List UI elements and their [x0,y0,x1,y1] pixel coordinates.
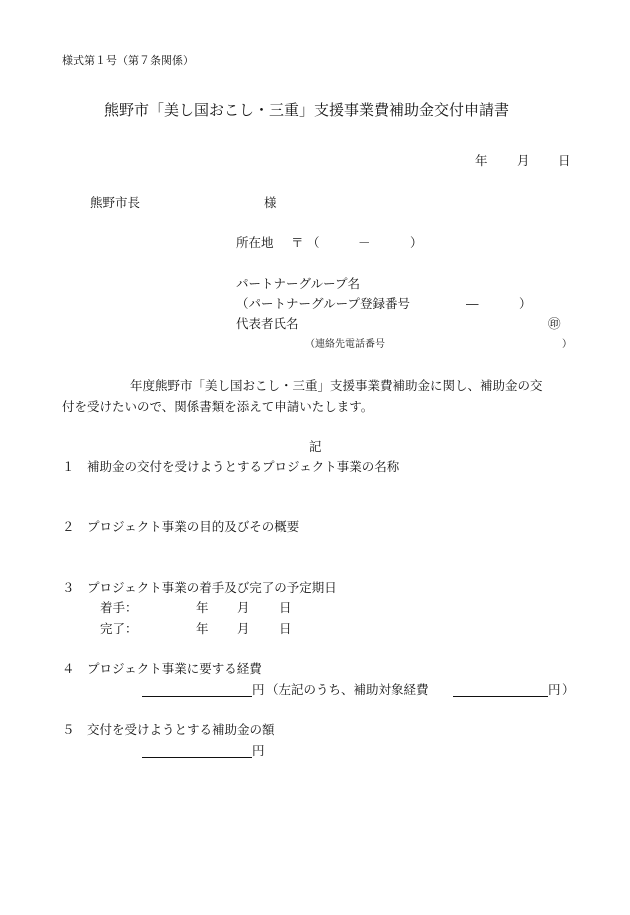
grant-yen: 円 [252,743,265,758]
item-5-number: ５ [62,722,75,737]
item-2-number: ２ [62,519,75,534]
phone-close: ） [562,339,572,350]
grant-underline [142,757,252,758]
ki-heading: 記 [309,439,322,454]
postal-close: ） [410,235,423,250]
item-3-number: ３ [62,580,75,595]
schedule-start-month: 月 [237,600,250,615]
schedule-start-label: 着手： [100,600,138,615]
schedule-start-day: 日 [279,600,292,615]
schedule-end-day: 日 [279,621,292,636]
item-2-text: プロジェクト事業の目的及びその概要 [87,519,300,534]
group-reg-dash: ― [466,296,479,311]
item-1-number: １ [62,459,75,474]
item-4-text: プロジェクト事業に要する経費 [87,661,262,676]
cost-note-prefix: （左記のうち、補助対象経費 [266,682,429,697]
body-line-1: 年度熊野市「美し国おこし・三重」支援事業費補助金に関し、補助金の交 [130,378,543,393]
cost-note-close: ） [562,682,575,697]
cost-yen: 円 [252,682,265,697]
date-day: 日 [558,153,571,168]
form-number-label: 様式第１号（第７条関係） [62,54,194,67]
date-year: 年 [475,153,488,168]
representative-label: 代表者氏名 [236,316,299,331]
schedule-start-year: 年 [196,600,209,615]
document-title: 熊野市「美し国おこし・三重」支援事業費補助金交付申請書 [104,101,510,119]
group-name-label: パートナーグループ名 [236,276,361,291]
postal-mark: 〒 [291,235,304,250]
eligible-cost-yen: 円 [548,682,561,697]
location-label: 所在地 [236,235,274,250]
group-reg-close: ） [519,296,532,311]
schedule-end-month: 月 [237,621,250,636]
item-1-text: 補助金の交付を受けようとするプロジェクト事業の名称 [87,459,400,474]
eligible-cost-underline [453,696,548,697]
schedule-end-year: 年 [196,621,209,636]
schedule-end-label: 完了： [100,621,138,636]
item-3-text: プロジェクト事業の着手及び完了の予定期日 [87,580,337,595]
group-reg-label: （パートナーグループ登録番号 [236,296,411,311]
addressee-honorific: 様 [264,195,277,210]
date-month: 月 [517,153,530,168]
phone-label: （連絡先電話番号 [305,339,385,350]
seal-mark: ㊞ [548,316,561,331]
item-4-number: ４ [62,661,75,676]
body-line-2: 付を受けたいので、関係書類を添えて申請いたします。 [62,399,374,414]
cost-underline [142,696,252,697]
item-5-text: 交付を受けようとする補助金の額 [87,722,275,737]
addressee-name: 熊野市長 [90,195,141,210]
postal-open: （ [307,235,320,250]
postal-dash: － [358,235,371,250]
